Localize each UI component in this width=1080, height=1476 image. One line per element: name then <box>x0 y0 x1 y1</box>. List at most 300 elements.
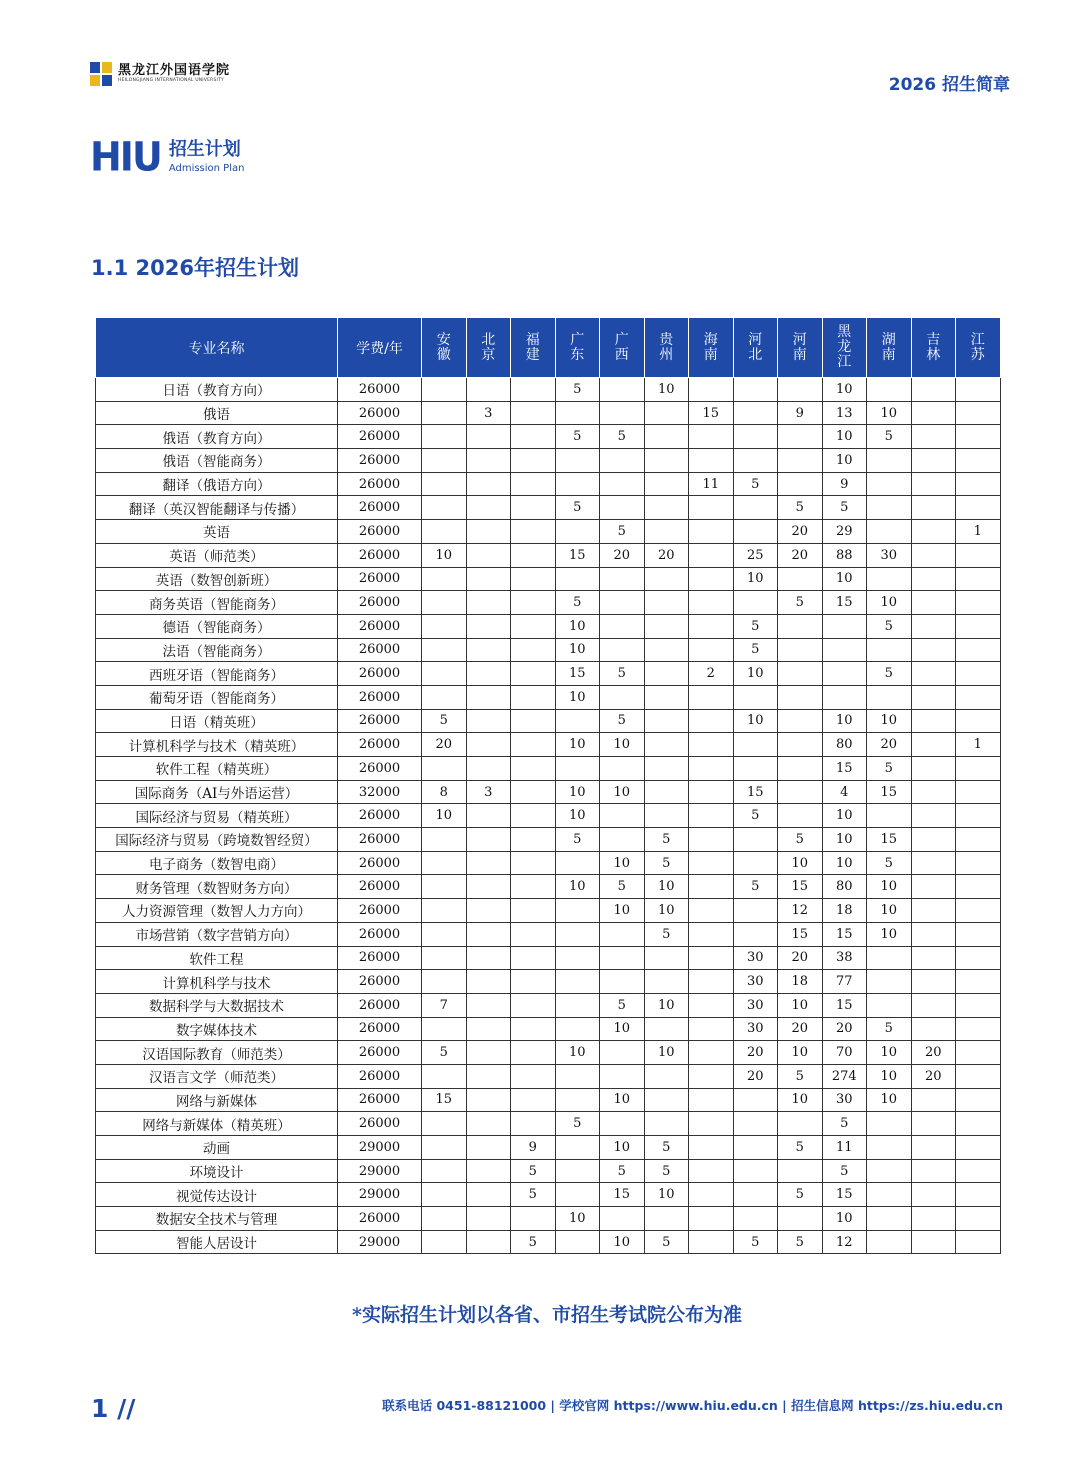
quota-cell: 10 <box>644 993 689 1017</box>
quota-cell <box>778 638 823 662</box>
quota-cell <box>600 970 645 994</box>
quota-cell: 5 <box>644 922 689 946</box>
tuition-cell: 26000 <box>338 804 422 828</box>
quota-cell: 10 <box>822 828 867 852</box>
quota-cell <box>511 851 556 875</box>
quota-cell: 10 <box>822 1207 867 1231</box>
major-name-cell: 国际经济与贸易（精英班） <box>96 804 338 828</box>
quota-cell <box>911 733 956 757</box>
quota-cell: 5 <box>778 496 823 520</box>
quota-cell <box>555 472 600 496</box>
quota-cell: 3 <box>466 401 511 425</box>
quota-cell <box>867 1159 912 1183</box>
quota-cell <box>644 1017 689 1041</box>
quota-cell: 30 <box>867 543 912 567</box>
quota-cell <box>422 1112 467 1136</box>
quota-cell <box>867 1183 912 1207</box>
quota-cell <box>867 472 912 496</box>
quota-cell <box>511 543 556 567</box>
quota-cell <box>422 401 467 425</box>
quota-cell: 10 <box>778 851 823 875</box>
major-name-cell: 网络与新媒体（精英班） <box>96 1112 338 1136</box>
quota-cell <box>644 1112 689 1136</box>
quota-cell <box>600 1207 645 1231</box>
quota-cell <box>466 1088 511 1112</box>
quota-cell <box>555 1183 600 1207</box>
hiu-logo-mark: HIU <box>90 133 161 181</box>
quota-cell <box>466 851 511 875</box>
quota-cell <box>956 662 1001 686</box>
quota-cell <box>733 851 778 875</box>
major-name-cell: 计算机科学与技术（精英班） <box>96 733 338 757</box>
quota-cell <box>911 520 956 544</box>
major-name-cell: 英语 <box>96 520 338 544</box>
quota-cell: 15 <box>778 875 823 899</box>
quota-cell: 15 <box>822 591 867 615</box>
quota-cell <box>867 804 912 828</box>
quota-cell <box>689 520 734 544</box>
quota-cell <box>689 1041 734 1065</box>
quota-cell <box>733 401 778 425</box>
tuition-cell: 26000 <box>338 922 422 946</box>
quota-cell: 5 <box>555 1112 600 1136</box>
quota-cell: 10 <box>867 709 912 733</box>
table-row <box>96 1064 1001 1088</box>
quota-cell: 9 <box>822 472 867 496</box>
quota-cell <box>422 567 467 591</box>
quota-cell: 5 <box>733 614 778 638</box>
quota-cell <box>911 496 956 520</box>
quota-cell: 5 <box>600 875 645 899</box>
quota-cell: 9 <box>511 1136 556 1160</box>
quota-cell <box>466 520 511 544</box>
quota-cell: 10 <box>600 1088 645 1112</box>
quota-cell <box>956 1207 1001 1231</box>
quota-cell <box>956 1112 1001 1136</box>
page-title: 1.1 2026年招生计划 <box>91 256 299 280</box>
quota-cell <box>956 425 1001 449</box>
tuition-cell: 26000 <box>338 1064 422 1088</box>
quota-cell <box>689 496 734 520</box>
quota-cell <box>911 1136 956 1160</box>
quota-cell <box>555 401 600 425</box>
quota-cell <box>867 567 912 591</box>
table-row <box>96 1136 1001 1160</box>
quota-cell: 10 <box>867 1064 912 1088</box>
quota-cell: 10 <box>867 875 912 899</box>
quota-cell <box>911 567 956 591</box>
quota-cell <box>778 378 823 402</box>
tuition-cell: 29000 <box>338 1136 422 1160</box>
tuition-cell: 26000 <box>338 993 422 1017</box>
tuition-cell: 26000 <box>338 757 422 781</box>
quota-cell <box>956 828 1001 852</box>
quota-cell <box>911 828 956 852</box>
column-header-province: 贵 州 <box>644 318 689 378</box>
quota-cell: 5 <box>511 1230 556 1254</box>
table-row <box>96 1017 1001 1041</box>
quota-cell <box>689 1159 734 1183</box>
quota-cell <box>956 591 1001 615</box>
quota-cell: 5 <box>778 591 823 615</box>
quota-cell <box>867 1230 912 1254</box>
quota-cell <box>733 733 778 757</box>
quota-cell <box>600 638 645 662</box>
quota-cell <box>689 922 734 946</box>
quota-cell: 38 <box>822 946 867 970</box>
quota-cell <box>466 875 511 899</box>
quota-cell: 5 <box>867 662 912 686</box>
quota-cell <box>911 378 956 402</box>
quota-cell: 30 <box>733 993 778 1017</box>
quota-cell: 10 <box>555 804 600 828</box>
quota-cell <box>422 449 467 473</box>
major-name-cell: 翻译（英汉智能翻译与传播） <box>96 496 338 520</box>
major-name-cell: 市场营销（数字营销方向） <box>96 922 338 946</box>
quota-cell <box>511 946 556 970</box>
quota-cell: 10 <box>778 993 823 1017</box>
major-name-cell: 英语（数智创新班） <box>96 567 338 591</box>
quota-cell <box>689 1112 734 1136</box>
quota-cell: 10 <box>422 543 467 567</box>
quota-cell: 5 <box>422 709 467 733</box>
major-name-cell: 软件工程（精英班） <box>96 757 338 781</box>
quota-cell <box>911 685 956 709</box>
quota-cell <box>422 946 467 970</box>
quota-cell <box>689 780 734 804</box>
quota-cell <box>511 496 556 520</box>
quota-cell <box>911 614 956 638</box>
quota-cell <box>867 520 912 544</box>
quota-cell: 15 <box>689 401 734 425</box>
quota-cell <box>956 899 1001 923</box>
quota-cell <box>466 1230 511 1254</box>
tuition-cell: 26000 <box>338 378 422 402</box>
quota-cell <box>555 1159 600 1183</box>
quota-cell <box>511 1207 556 1231</box>
quota-cell <box>644 496 689 520</box>
quota-cell <box>778 685 823 709</box>
quota-cell: 15 <box>555 662 600 686</box>
quota-cell <box>511 804 556 828</box>
major-name-cell: 英语（师范类） <box>96 543 338 567</box>
quota-cell <box>422 1183 467 1207</box>
quota-cell <box>600 472 645 496</box>
column-header-province: 北 京 <box>466 318 511 378</box>
table-row <box>96 662 1001 686</box>
quota-cell: 10 <box>778 1088 823 1112</box>
major-name-cell: 国际经济与贸易（跨境数智经贸） <box>96 828 338 852</box>
quota-cell <box>911 993 956 1017</box>
tuition-cell: 26000 <box>338 425 422 449</box>
quota-cell: 80 <box>822 733 867 757</box>
quota-cell <box>600 401 645 425</box>
quota-cell: 5 <box>867 614 912 638</box>
quota-cell <box>911 401 956 425</box>
quota-cell <box>778 425 823 449</box>
quota-cell <box>466 449 511 473</box>
table-row <box>96 1041 1001 1065</box>
quota-cell: 5 <box>511 1159 556 1183</box>
quota-cell: 15 <box>822 922 867 946</box>
quota-cell: 5 <box>600 425 645 449</box>
quota-cell <box>555 1064 600 1088</box>
quota-cell: 20 <box>778 1017 823 1041</box>
quota-cell: 25 <box>733 543 778 567</box>
quota-cell <box>689 733 734 757</box>
quota-cell <box>689 1207 734 1231</box>
tuition-cell: 26000 <box>338 709 422 733</box>
quota-cell <box>466 757 511 781</box>
quota-cell <box>644 449 689 473</box>
quota-cell: 10 <box>822 709 867 733</box>
quota-cell <box>422 1017 467 1041</box>
quota-cell <box>511 638 556 662</box>
major-name-cell: 葡萄牙语（智能商务） <box>96 685 338 709</box>
quota-cell: 10 <box>644 1183 689 1207</box>
quota-cell: 15 <box>822 1183 867 1207</box>
quota-cell <box>422 1136 467 1160</box>
quota-cell: 5 <box>822 496 867 520</box>
quota-cell: 10 <box>555 733 600 757</box>
quota-cell <box>689 1064 734 1088</box>
table-header-row <box>96 318 1001 378</box>
quota-cell <box>600 922 645 946</box>
quota-cell <box>911 425 956 449</box>
tuition-cell: 26000 <box>338 1112 422 1136</box>
quota-cell <box>466 899 511 923</box>
quota-cell: 30 <box>733 970 778 994</box>
tuition-cell: 26000 <box>338 946 422 970</box>
quota-cell <box>511 757 556 781</box>
quota-cell <box>778 472 823 496</box>
quota-cell: 10 <box>555 1207 600 1231</box>
quota-cell <box>911 1207 956 1231</box>
section-label-en: Admission Plan <box>168 162 245 174</box>
quota-cell: 5 <box>644 851 689 875</box>
quota-cell <box>644 970 689 994</box>
major-name-cell: 汉语言文学（师范类） <box>96 1064 338 1088</box>
quota-cell <box>956 543 1001 567</box>
quota-cell: 5 <box>867 1017 912 1041</box>
quota-cell <box>778 1159 823 1183</box>
quota-cell: 5 <box>644 1136 689 1160</box>
quota-cell: 20 <box>822 1017 867 1041</box>
column-header-province: 河 南 <box>778 318 823 378</box>
quota-cell <box>466 1207 511 1231</box>
quota-cell <box>778 614 823 638</box>
quota-cell <box>600 804 645 828</box>
quota-cell <box>733 899 778 923</box>
quota-cell: 10 <box>867 1041 912 1065</box>
quota-cell <box>956 875 1001 899</box>
quota-cell <box>466 1041 511 1065</box>
quota-cell: 20 <box>644 543 689 567</box>
quota-cell: 20 <box>867 733 912 757</box>
quota-cell <box>778 733 823 757</box>
quota-cell <box>689 591 734 615</box>
table-row <box>96 638 1001 662</box>
tuition-cell: 26000 <box>338 543 422 567</box>
quota-cell: 5 <box>822 1112 867 1136</box>
major-name-cell: 国际商务（AI与外语运营） <box>96 780 338 804</box>
quota-cell <box>511 780 556 804</box>
column-header-province: 黑 龙 江 <box>822 318 867 378</box>
brochure-title: 2026 招生简章 <box>888 75 1010 95</box>
quota-cell: 10 <box>600 1230 645 1254</box>
column-header-major: 专业名称 <box>96 318 338 378</box>
quota-cell <box>778 804 823 828</box>
quota-cell <box>867 993 912 1017</box>
quota-cell <box>867 946 912 970</box>
quota-cell <box>689 899 734 923</box>
table-row <box>96 567 1001 591</box>
quota-cell <box>422 1064 467 1088</box>
quota-cell <box>422 1207 467 1231</box>
quota-cell: 10 <box>422 804 467 828</box>
quota-cell: 5 <box>555 425 600 449</box>
quota-cell <box>956 1159 1001 1183</box>
quota-cell <box>555 970 600 994</box>
quota-cell <box>956 449 1001 473</box>
quota-cell: 10 <box>600 899 645 923</box>
quota-cell: 5 <box>600 1159 645 1183</box>
quota-cell: 10 <box>600 780 645 804</box>
quota-cell <box>689 638 734 662</box>
quota-cell: 5 <box>511 1183 556 1207</box>
quota-cell <box>422 520 467 544</box>
table-row <box>96 946 1001 970</box>
quota-cell <box>867 638 912 662</box>
quota-cell: 5 <box>600 709 645 733</box>
quota-cell <box>778 757 823 781</box>
quota-cell: 10 <box>555 638 600 662</box>
quota-cell <box>422 1159 467 1183</box>
quota-cell <box>911 662 956 686</box>
quota-cell <box>956 496 1001 520</box>
major-name-cell: 视觉传达设计 <box>96 1183 338 1207</box>
quota-cell <box>422 757 467 781</box>
quota-cell <box>956 1230 1001 1254</box>
quota-cell <box>555 449 600 473</box>
quota-cell: 20 <box>778 520 823 544</box>
quota-cell: 15 <box>822 757 867 781</box>
quota-cell <box>466 922 511 946</box>
quota-cell: 11 <box>822 1136 867 1160</box>
quota-cell <box>956 685 1001 709</box>
quota-cell <box>689 828 734 852</box>
column-header-province: 吉 林 <box>911 318 956 378</box>
quota-cell <box>555 922 600 946</box>
table-row <box>96 1207 1001 1231</box>
quota-cell: 10 <box>555 780 600 804</box>
table-row <box>96 757 1001 781</box>
quota-cell <box>600 378 645 402</box>
quota-cell <box>644 757 689 781</box>
quota-cell: 5 <box>778 1064 823 1088</box>
major-name-cell: 日语（精英班） <box>96 709 338 733</box>
quota-cell <box>911 709 956 733</box>
tuition-cell: 26000 <box>338 851 422 875</box>
quota-cell: 5 <box>600 662 645 686</box>
major-name-cell: 网络与新媒体 <box>96 1088 338 1112</box>
quota-cell <box>689 946 734 970</box>
quota-cell <box>733 425 778 449</box>
quota-cell: 10 <box>822 567 867 591</box>
school-name-en: HEILONGJIANG INTERNATIONAL UNIVERSITY <box>118 78 224 84</box>
quota-cell <box>956 614 1001 638</box>
footnote: *实际招生计划以各省、市招生考试院公布为准 <box>352 1304 742 1326</box>
quota-cell <box>956 922 1001 946</box>
quota-cell <box>867 1136 912 1160</box>
quota-cell: 5 <box>733 804 778 828</box>
quota-cell <box>644 567 689 591</box>
quota-cell: 70 <box>822 1041 867 1065</box>
quota-cell <box>956 378 1001 402</box>
quota-cell <box>911 780 956 804</box>
quota-cell <box>867 1207 912 1231</box>
quota-cell <box>689 567 734 591</box>
quota-cell <box>511 1112 556 1136</box>
quota-cell <box>689 970 734 994</box>
quota-cell: 4 <box>822 780 867 804</box>
quota-cell <box>422 875 467 899</box>
quota-cell: 5 <box>822 1159 867 1183</box>
school-crest-icon <box>90 62 112 86</box>
quota-cell <box>422 1230 467 1254</box>
quota-cell: 20 <box>733 1041 778 1065</box>
section-label-cn: 招生计划 <box>168 139 241 161</box>
quota-cell <box>733 496 778 520</box>
tuition-cell: 26000 <box>338 685 422 709</box>
quota-cell <box>689 993 734 1017</box>
column-header-province: 福 建 <box>511 318 556 378</box>
quota-cell <box>956 472 1001 496</box>
quota-cell: 10 <box>644 378 689 402</box>
major-name-cell: 德语（智能商务） <box>96 614 338 638</box>
quota-cell <box>733 1159 778 1183</box>
quota-cell <box>511 378 556 402</box>
table-row <box>96 1183 1001 1207</box>
tuition-cell: 26000 <box>338 449 422 473</box>
quota-cell <box>555 1230 600 1254</box>
quota-cell <box>689 1017 734 1041</box>
quota-cell <box>867 970 912 994</box>
quota-cell <box>511 970 556 994</box>
quota-cell: 10 <box>555 875 600 899</box>
quota-cell <box>600 449 645 473</box>
quota-cell <box>689 851 734 875</box>
quota-cell <box>956 851 1001 875</box>
quota-cell: 10 <box>867 899 912 923</box>
quota-cell <box>778 780 823 804</box>
quota-cell <box>600 567 645 591</box>
tuition-cell: 26000 <box>338 496 422 520</box>
quota-cell <box>956 1136 1001 1160</box>
quota-cell: 10 <box>555 614 600 638</box>
quota-cell <box>466 425 511 449</box>
table-row <box>96 851 1001 875</box>
quota-cell: 5 <box>644 1230 689 1254</box>
page-number: 1 // <box>91 1394 136 1423</box>
quota-cell <box>956 1041 1001 1065</box>
tuition-cell: 26000 <box>338 1041 422 1065</box>
quota-cell <box>422 922 467 946</box>
quota-cell <box>466 472 511 496</box>
quota-cell: 12 <box>822 1230 867 1254</box>
table-row <box>96 685 1001 709</box>
quota-cell <box>422 662 467 686</box>
